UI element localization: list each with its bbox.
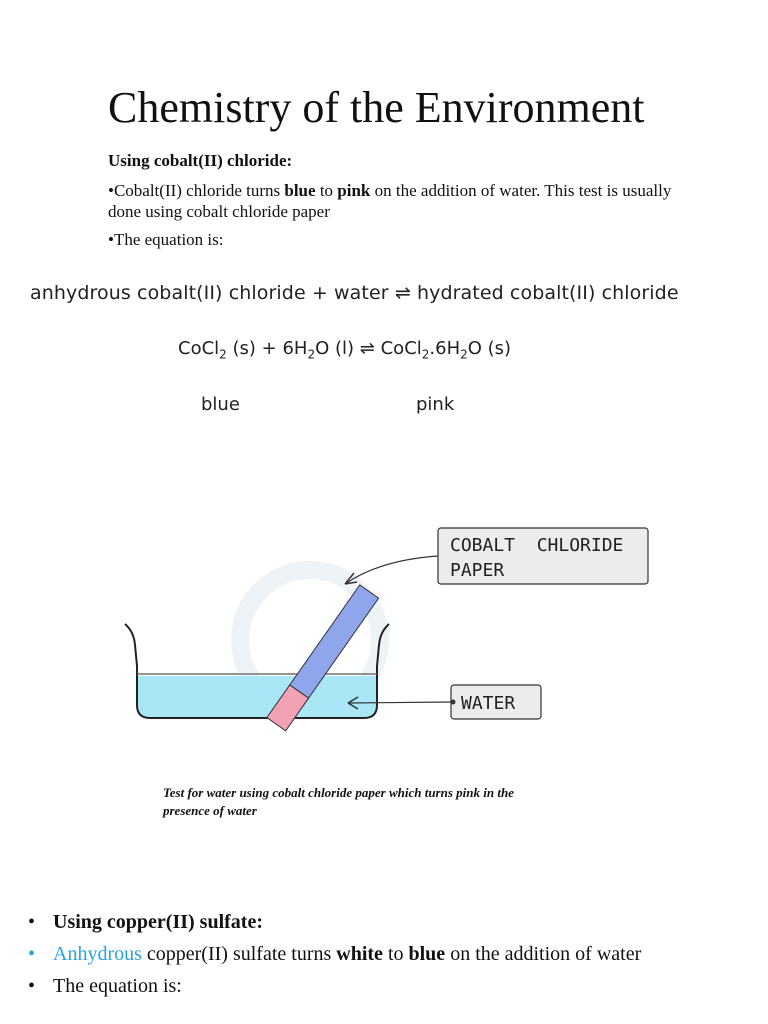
list-item [28, 974, 728, 998]
water-arrow-dot [451, 700, 456, 705]
symbol-equation [178, 338, 511, 362]
bullet-dot: • [28, 975, 36, 997]
copper-desc-white: white [336, 943, 383, 965]
water-label: WATER [461, 693, 516, 714]
bullet-dot: • [28, 911, 36, 933]
paper-label-line1: COBALT CHLORIDE [450, 535, 624, 556]
copper-description [53, 942, 641, 966]
list-item [28, 942, 728, 966]
equilibrium-arrow-2: ⇌ [359, 338, 375, 359]
copper-desc-c: on the addition of water [445, 943, 642, 965]
list-item [28, 910, 728, 934]
cobalt-desc-pre: •Cobalt(II) chloride turns [108, 181, 285, 200]
label-pink: pink [416, 394, 455, 415]
diagram-caption: Test for water using cobalt chloride paper which turns pink in the presence of water [163, 785, 514, 818]
sym-left-sub: 2 [219, 347, 227, 362]
sym-left-b: (s) + 6H [226, 338, 308, 359]
cobalt-heading: Using cobalt(II) chloride: [108, 151, 293, 170]
sym-left-sub2: 2 [307, 347, 316, 362]
equation-intro: •The equation is: [108, 230, 224, 249]
cobalt-desc-blue: blue [284, 181, 316, 200]
sym-left-a: CoCl [178, 338, 220, 359]
copper-desc-b: to [382, 943, 409, 965]
anhydrous-term: Anhydrous [53, 943, 142, 965]
cobalt-desc-post: on the addition of water. This test is usually done using cobalt chloride paper [108, 181, 672, 221]
sym-right-a: CoCl [380, 338, 422, 359]
label-blue: blue [201, 394, 240, 415]
page-title: Chemistry of the Environment [108, 83, 645, 132]
copper-heading: Using copper(II) sulfate: [53, 911, 263, 933]
cobalt-description [108, 180, 688, 222]
copper-desc-blue: blue [408, 943, 446, 965]
water-fill [137, 676, 377, 718]
paper-label-line2: PAPER [450, 560, 505, 581]
cobalt-desc-mid: to [315, 181, 338, 200]
cobalt-desc-pink: pink [337, 181, 371, 200]
word-eq-right: hydrated cobalt(II) chloride [416, 282, 679, 304]
word-eq-left: anhydrous cobalt(II) chloride + water [30, 282, 389, 304]
sym-right-b: .6H [429, 338, 461, 359]
copper-equation-intro: The equation is: [53, 975, 182, 997]
sym-right-c: O (s) [467, 338, 512, 359]
copper-section [28, 910, 728, 1006]
bullet-dot: • [28, 943, 36, 965]
sym-left-c: O (l) [315, 338, 355, 359]
copper-desc-a: copper(II) sulfate turns [141, 943, 337, 965]
cobalt-chloride-diagram [110, 520, 670, 760]
word-equation [30, 282, 679, 304]
sym-right-sub: 2 [421, 347, 430, 362]
sym-right-sub2: 2 [460, 347, 468, 362]
equilibrium-arrow: ⇌ [394, 282, 411, 304]
